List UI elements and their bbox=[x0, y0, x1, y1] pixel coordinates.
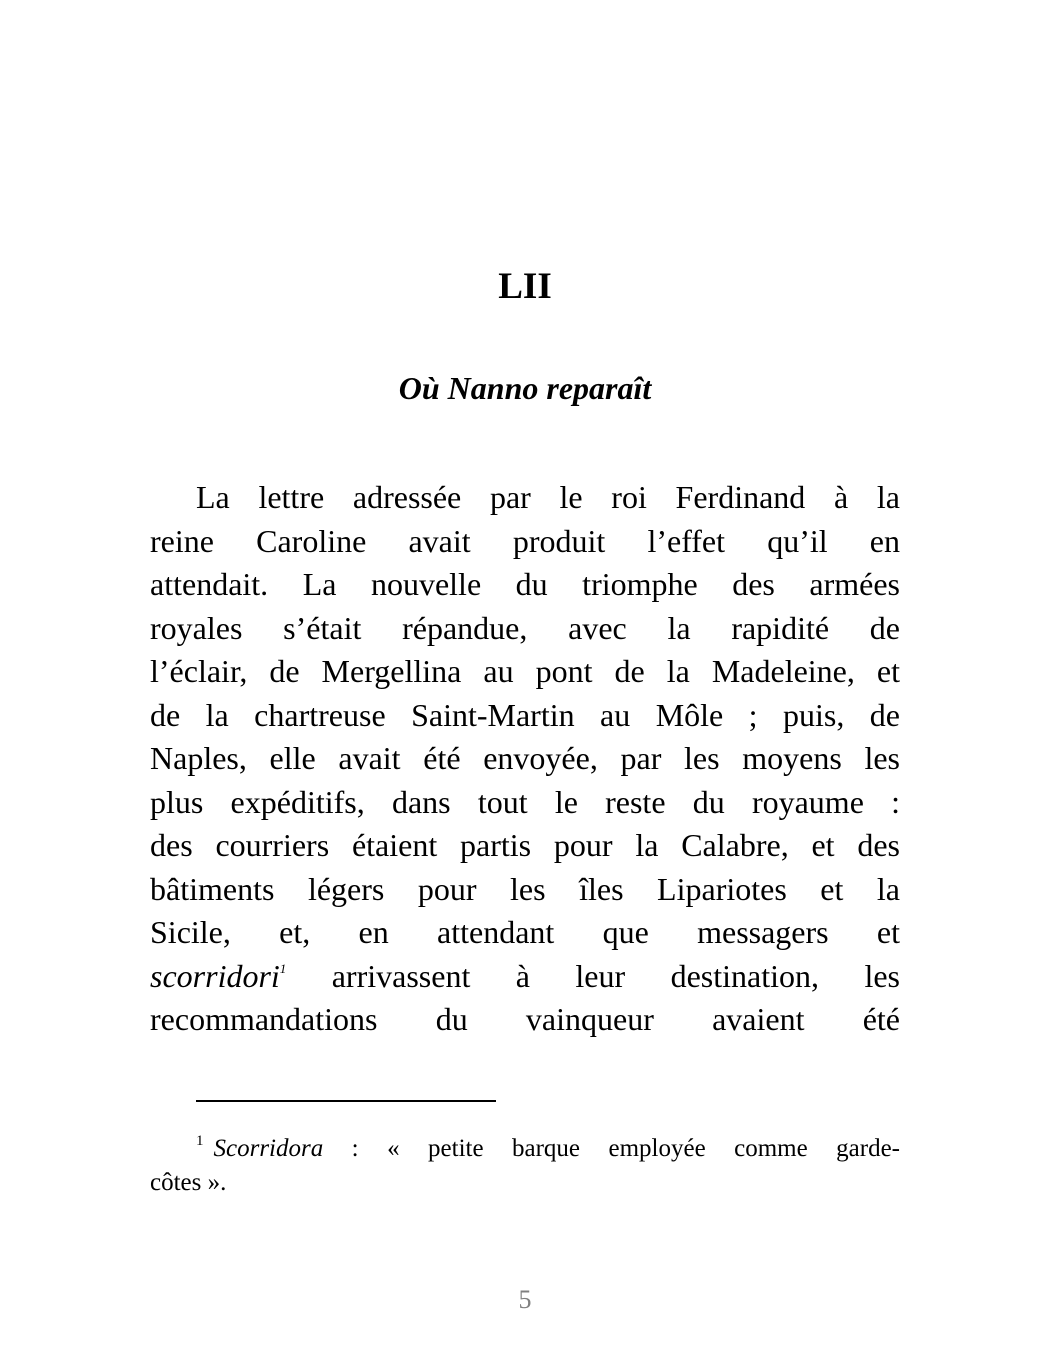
text-line-rest: arrivassent à leur destination, les bbox=[286, 957, 900, 994]
footnote-separator bbox=[196, 1100, 496, 1102]
text-line: bâtiments légers pour les îles Lipariotes et la bbox=[150, 870, 900, 907]
footnote-line: côtes ». bbox=[150, 1169, 227, 1196]
footnote-number: 1 bbox=[196, 1133, 204, 1149]
text-line: de la chartreuse Saint-Martin au Môle ; puis, de bbox=[150, 696, 900, 733]
text-line: La lettre adressée par le roi Ferdinand à la bbox=[196, 479, 900, 515]
italic-term: scorridori bbox=[150, 957, 280, 994]
body-text bbox=[150, 476, 900, 1042]
page-number: 5 bbox=[518, 1285, 532, 1314]
text-line: reine Caroline avait produit l’effet qu’il en bbox=[150, 522, 900, 559]
text-line: attendait. La nouvelle du triomphe des armées bbox=[150, 566, 900, 602]
footnote-term: Scorridora bbox=[213, 1135, 324, 1162]
text-line: des courriers étaient partis pour la Calabre, et des bbox=[150, 827, 900, 863]
text-line: royales s’était répandue, avec la rapidité de bbox=[150, 609, 900, 646]
text-line: Sicile, et, en attendant que messagers et bbox=[150, 914, 900, 950]
footnote-line bbox=[150, 1132, 900, 1166]
footnote-text: : « petite barque employée comme garde- bbox=[323, 1135, 900, 1162]
text-line: Naples, elle avait été envoyée, par les moyens les bbox=[150, 740, 900, 776]
text-line: l’éclair, de Mergellina au pont de la Madeleine, et bbox=[150, 653, 900, 689]
chapter-title: Où Nanno reparaît bbox=[398, 370, 652, 406]
footnote-reference[interactable]: 1 bbox=[279, 960, 287, 976]
footnote bbox=[150, 1132, 900, 1200]
text-line-with-footnote bbox=[150, 955, 900, 999]
text-line: plus expéditifs, dans tout le reste du royaume : bbox=[150, 783, 900, 820]
text-line: recommandations du vainqueur avaient été bbox=[150, 1001, 900, 1037]
chapter-number: LII bbox=[498, 266, 552, 307]
